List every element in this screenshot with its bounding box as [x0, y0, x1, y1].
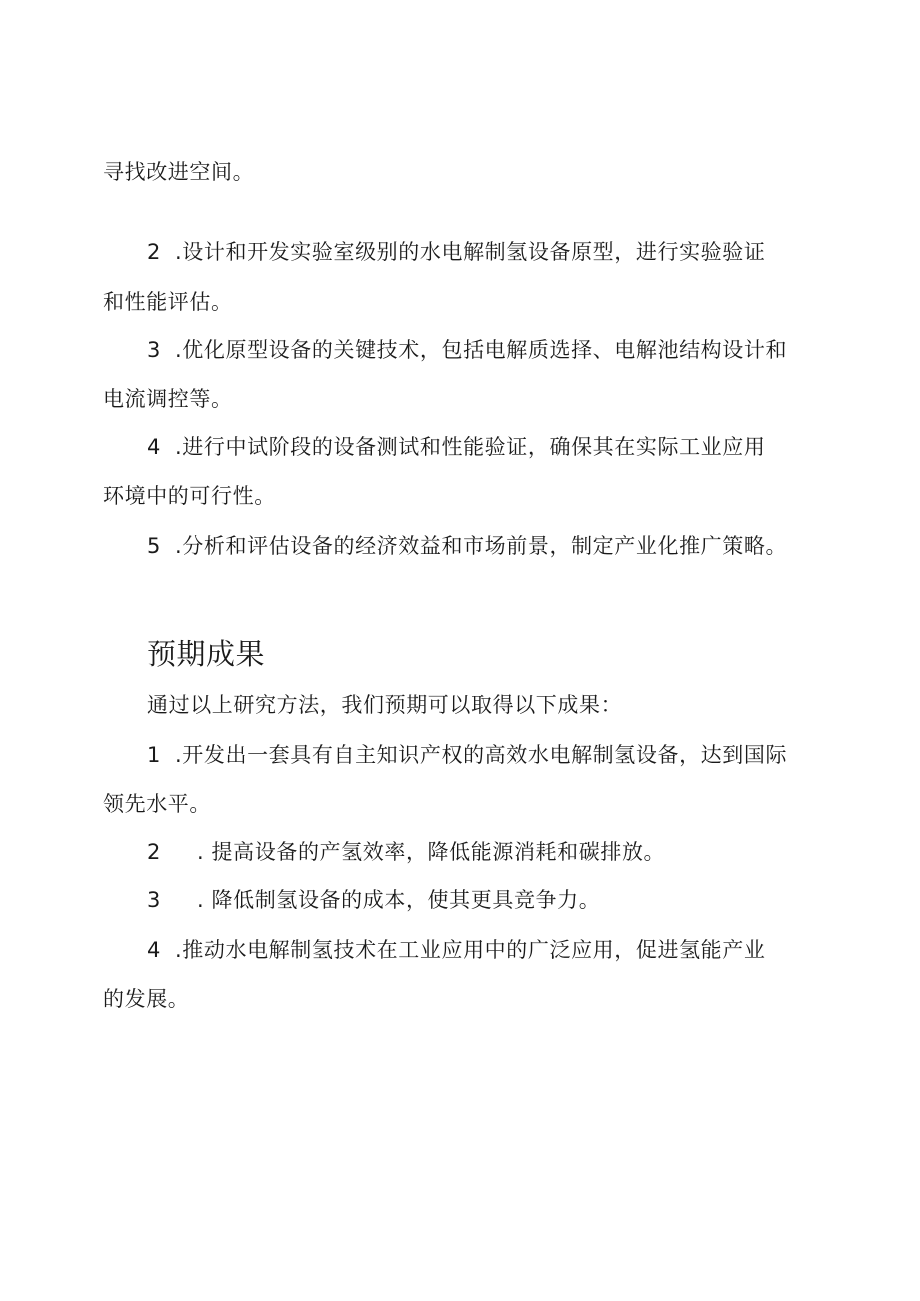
list-text: .进行中试阶段的设备测试和性能验证，确保其在实际工业应用 — [175, 435, 766, 459]
list-number: 4 — [147, 938, 161, 962]
method-item-4 — [147, 432, 765, 462]
section-heading: 预期成果 — [147, 637, 266, 671]
list-number: 3 — [147, 888, 161, 912]
list-text: .分析和评估设备的经济效益和市场前景，制定产业化推广策略。 — [175, 534, 788, 558]
list-number: 1 — [147, 743, 161, 767]
outcome-item-4-wrap: 的发展。 — [103, 987, 190, 1011]
list-text: .优化原型设备的关键技术，包括电解质选择、电解池结构设计和 — [175, 338, 788, 362]
list-text: .推动水电解制氢技术在工业应用中的广泛应用，促进氢能产业 — [175, 938, 766, 962]
list-text: .开发出一套具有自主知识产权的高效水电解制氢设备，达到国际 — [175, 743, 788, 767]
outcome-item-4 — [147, 935, 765, 965]
outcome-item-3 — [147, 885, 600, 915]
list-text: . 降低制氢设备的成本，使其更具竞争力。 — [197, 888, 601, 912]
outcome-item-1 — [147, 740, 787, 770]
outcome-item-2 — [147, 837, 665, 867]
list-number: 2 — [147, 840, 161, 864]
method-item-2 — [147, 237, 765, 267]
method-item-2-wrap: 和性能评估。 — [103, 290, 233, 314]
list-number: 3 — [147, 338, 161, 362]
method-item-3 — [147, 335, 787, 365]
method-item-4-wrap: 环境中的可行性。 — [103, 484, 276, 508]
list-text: .设计和开发实验室级别的水电解制氢设备原型，进行实验验证 — [175, 240, 766, 264]
list-number: 2 — [147, 240, 161, 264]
outcomes-intro: 通过以上研究方法，我们预期可以取得以下成果： — [147, 693, 623, 717]
list-number: 4 — [147, 435, 161, 459]
list-number: 5 — [147, 534, 161, 558]
outcome-item-1-wrap: 领先水平。 — [103, 792, 211, 816]
paragraph-continuation: 寻找改进空间。 — [103, 160, 255, 184]
method-item-5 — [147, 531, 787, 561]
list-text: . 提高设备的产氢效率，降低能源消耗和碳排放。 — [197, 840, 666, 864]
method-item-3-wrap: 电流调控等。 — [103, 387, 233, 411]
